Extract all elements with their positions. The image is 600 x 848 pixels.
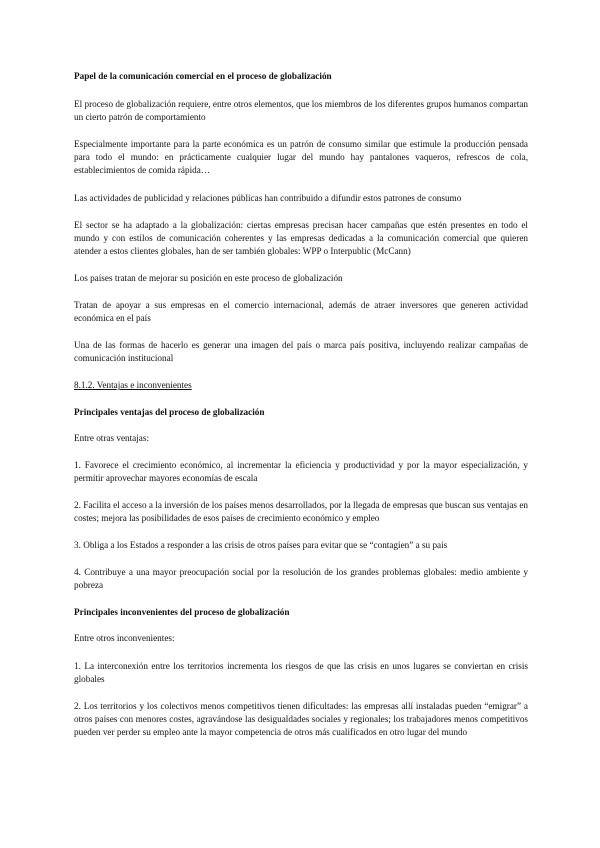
list-item: 4. Contribuye a una mayor preocupación social por la resolución de los grandes problemas globales: medio ambiente y pobreza bbox=[74, 567, 528, 591]
advantages-heading: Principales ventajas del proceso de globalización bbox=[74, 406, 265, 417]
paragraph: El proceso de globalización requiere, entre otros elementos, que los miembros de los diferentes grupos humanos compartan un cierto patrón de comportamiento bbox=[74, 99, 528, 123]
list-item: 2. Los territorios y los colectivos menos competitivos tienen dificultades: las empresas allí instaladas pueden “emigrar” a otros países con menores costes, agravándose las desigualdades sociales y regionales; los trabajadores menos competitivos pueden ver perder su empleo ante la mayor competencia de otros más cualificados en otro lugar del mundo bbox=[74, 700, 528, 737]
section-heading[interactable]: 8.1.2. Ventajas e inconvenientes bbox=[74, 380, 192, 391]
document-title: Papel de la comunicación comercial en el proceso de globalización bbox=[74, 71, 332, 81]
paragraph: El sector se ha adaptado a la globalización: ciertas empresas precisan hacer campañas que estén presentes en todo el mundo y con estilos de comunicación coherentes y las empresas dedicadas a la comunicación comercial que quieren atender a estos clientes globales, han de ser también globales: WPP o Interpublic (McCann) bbox=[74, 219, 528, 256]
list-item: 1. La interconexión entre los territorios incrementa los riesgos de que las crisis en unos lugares se conviertan en crisis globales bbox=[74, 660, 528, 684]
paragraph: Una de las formas de hacerlo es generar una imagen del país o marca país positiva, incluyendo realizar campañas de comunicación institucional bbox=[74, 340, 528, 364]
advantages-intro: Entre otras ventajas: bbox=[74, 432, 150, 443]
disadvantages-intro: Entre otros inconvenientes: bbox=[74, 633, 175, 644]
paragraph: Especialmente importante para la parte económica es un patrón de consumo similar que estimule la producción pensada para todo el mundo: en prácticamente cualquier lugar del mundo hay pantalones vaqueros, refrescos de cola, establecimientos de comida rápida… bbox=[74, 139, 528, 176]
paragraph: Las actividades de publicidad y relaciones públicas han contribuido a difundir estos patrones de consumo bbox=[74, 192, 462, 203]
list-item: 2. Facilita el acceso a la inversión de los países menos desarrollados, por la llegada de empresas que buscan sus ventajas en costes; mejora las posibilidades de esos países de crecimiento económico y empleo bbox=[74, 499, 528, 523]
list-item: 1. Favorece el crecimiento económico, al incrementar la eficiencia y productividad y por la mayor especialización, y permitir aprovechar mayores economías de escala bbox=[74, 459, 528, 483]
disadvantages-heading: Principales inconvenientes del proceso de globalización bbox=[74, 607, 290, 618]
list-item: 3. Obliga a los Estados a responder a las crisis de otros países para evitar que se “contagien” a su país bbox=[74, 540, 448, 551]
paragraph: Tratan de apoyar a sus empresas en el comercio internacional, además de atraer inversores que generen actividad económica en el país bbox=[74, 300, 528, 324]
paragraph: Los países tratan de mejorar su posición en este proceso de globalización bbox=[74, 272, 343, 283]
